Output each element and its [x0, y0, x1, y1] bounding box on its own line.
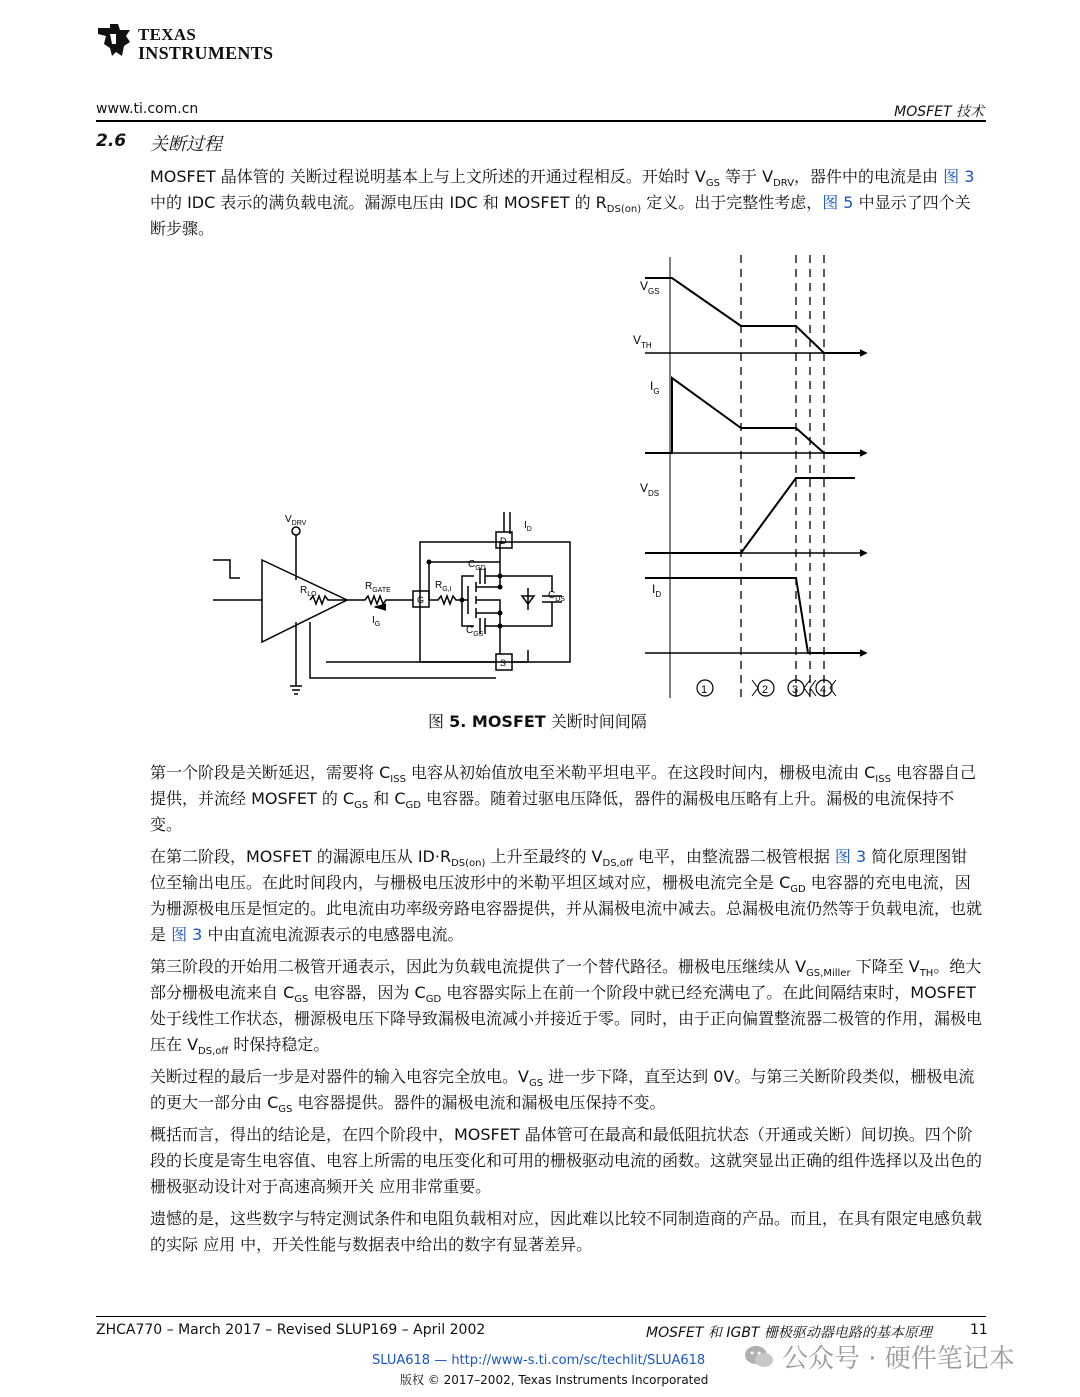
label-vgs: $V_{GS}$ [640, 279, 660, 296]
paragraph-text: 电平，由整流器二极管根据 [632, 847, 835, 866]
page-number: 11 [970, 1322, 988, 1338]
figure-caption: 图 5. MOSFET 关断时间间隔 [428, 712, 647, 731]
ti-logo-icon [96, 22, 136, 58]
paragraph-text: 在第二阶段，MOSFET 的漏源电压从 ID·R [150, 847, 452, 866]
subscript: ISS [875, 774, 891, 786]
label-rgate: $R_{GATE}$ [365, 581, 391, 594]
paragraph-text: 等于 V [719, 167, 774, 186]
brand-line-2: INSTRUMENTS [138, 43, 274, 63]
label-vth: $V_{TH}$ [633, 333, 652, 350]
label-vds: $V_{DS}$ [640, 481, 660, 498]
label-vdrv: $V_{DRV}$ [285, 514, 307, 527]
paragraph [150, 954, 982, 1058]
footer-link[interactable]: SLUA618 — http://www-s.ti.com/sc/techlit/SLUA618 [372, 1353, 706, 1368]
paragraph-text: 概括而言，得出的结论是，在四个阶段中，MOSFET 晶体管可在最高和最低阻抗状态（开通或关断）间切换。四个阶段的长度是寄生电容值、电容上所需的电压变化和可用的栅极驱动电流的函数。这就突显出正确的组件选择以及出色的栅极驱动设计对于高速高频开关 应用非常重要。 [150, 1125, 983, 1196]
paragraph-text: 中的 IDC 表示的满负载电流。漏源电压由 IDC 和 MOSFET 的 R [150, 193, 607, 212]
label-cds: $C_{DS}$ [548, 590, 565, 603]
footer-copyright: 版权 © 2017–2002, Texas Instruments Incorporated [400, 1373, 709, 1387]
figure-reference-link[interactable]: 图 3 [171, 925, 203, 944]
figure-reference-link[interactable]: 图 5 [822, 193, 854, 212]
site-url[interactable]: www.ti.com.cn [96, 101, 199, 117]
section-number: 2.6 [96, 131, 127, 151]
paragraph-text: 中由直流电流源表示的电感器电流。 [202, 925, 464, 944]
label-rgi: $R_{G,I}$ [435, 580, 452, 593]
phase-4: 4 [820, 684, 827, 696]
header-rule [96, 120, 986, 122]
phase-2: 2 [762, 684, 769, 696]
paragraph [150, 164, 982, 242]
paragraph-text: 第三阶段的开始用二极管开通表示，因此为负载电流提供了一个替代路径。栅极电压继续从 V [150, 957, 807, 976]
brand-line-1: TEXAS [138, 25, 197, 44]
paragraph-text: 上升至最终的 V [485, 847, 603, 866]
wechat-icon [744, 1344, 774, 1370]
paragraph-text: 电容器，因为 C [308, 983, 426, 1002]
subscript: GS,Miller [806, 968, 851, 980]
label-id-wave: $I_D$ [652, 582, 662, 599]
subscript: DS,off [602, 858, 633, 870]
label-ig-wave: $I_G$ [650, 379, 660, 396]
paragraph-text: 电容器提供。器件的漏极电流和漏极电压保持不变。 [292, 1093, 666, 1112]
paragraph-text: 电容器自己提供，并流经 MOSFET 的 C [150, 763, 977, 808]
label-cgs: $C_{GS}$ [466, 625, 484, 638]
subscript: ISS [390, 774, 406, 786]
subscript: DRV [773, 178, 795, 190]
paragraph [150, 1064, 982, 1116]
subscript: GD [425, 994, 442, 1006]
subscript: GS [354, 800, 369, 812]
subscript: DS(on) [606, 204, 642, 216]
label-ig-circuit: $I_G$ [372, 615, 381, 628]
paragraph-text: 电容器实际上在前一个阶段中就已经充满电了。在此间隔结束时，MOSFET 处于线性工作状态，栅源极电压下降导致漏极电流减小并接近于零。同时，由于正向偏置整流器二极管的作用，漏极电压在 V [150, 983, 983, 1054]
paragraph-text: 第一个阶段是关断延迟，需要将 C [150, 763, 391, 782]
pin-s: S [500, 658, 507, 668]
paragraph [150, 1122, 982, 1200]
paragraph [150, 760, 982, 838]
paragraph-text: 时保持稳定。 [228, 1035, 330, 1054]
subscript: GS [294, 994, 309, 1006]
phase-3: 3 [792, 684, 799, 696]
footer-title: MOSFET 和 IGBT 栅极驱动器电路的基本原理 [646, 1325, 932, 1341]
watermark: 公众号 · 硬件笔记本 [744, 1338, 1015, 1375]
paragraph-text: 简化原理图钳位至输出电压。在此时间段内，与栅极电压波形中的米勒平坦区域对应，栅极电流完全是 C [150, 847, 968, 892]
paragraph-text: 中显示了四个关断步骤。 [150, 193, 971, 238]
figure-5 [200, 250, 880, 702]
pin-d: D [500, 536, 507, 546]
subscript: GS [278, 1104, 293, 1116]
figure-reference-link[interactable]: 图 3 [943, 167, 975, 186]
paragraph-text: 电容器的充电电流，因为栅源极电压是恒定的。此电流由功率级旁路电容器提供，并从漏极电流中减去。总漏极电流仍然等于负载电流，也就是 [150, 873, 983, 944]
phase-1: 1 [701, 684, 708, 696]
paragraph-text: 电容器。随着过驱电压降低，器件的漏极电压略有上升。漏极的电流保持不变。 [150, 789, 955, 834]
paragraph [150, 1206, 982, 1258]
paragraph-text: MOSFET 晶体管的 关断过程说明基本上与上文所述的开通过程相反。开始时 V [150, 167, 706, 186]
subscript: GS [705, 178, 720, 190]
paragraph-text: 进一步下降，直至达到 0V。与第三关断阶段类似，栅极电流的更大一部分由 C [150, 1067, 975, 1112]
paragraph [150, 844, 982, 948]
paragraph-text: 。绝大部分栅极电流来自 C [150, 957, 982, 1002]
paragraph-text: 下降至 V [850, 957, 920, 976]
footer-doc-id: ZHCA770 – March 2017 – Revised SLUP169 – April 2002 [96, 1322, 486, 1338]
subscript: GS [528, 1078, 544, 1090]
label-rlo: $R_{LO}$ [300, 585, 317, 598]
subscript: TH [919, 968, 934, 980]
label-cgd: $C_{GD}$ [468, 559, 486, 572]
subscript: DS,off [198, 1046, 229, 1058]
pin-g: G [417, 595, 425, 605]
header-topic: MOSFET 技术 [894, 104, 984, 120]
paragraph-text: ，器件中的电流是由 [794, 167, 944, 186]
subscript: GD [405, 800, 421, 812]
ti-logo [96, 22, 276, 66]
paragraph-text: 电容从初始值放电至米勒平坦电平。在这段时间内，栅极电流由 C [405, 763, 876, 782]
section-title: 关断过程 [150, 134, 222, 155]
label-id-circuit: $I_D$ [524, 520, 532, 533]
footer-rule [96, 1316, 986, 1317]
subscript: DS(on) [451, 858, 486, 870]
subscript: GD [790, 884, 806, 896]
paragraph-text: 关断过程的最后一步是对器件的输入电容完全放电。V [150, 1067, 529, 1086]
paragraph-text: 遗憾的是，这些数字与特定测试条件和电阻负载相对应，因此难以比较不同制造商的产品。而且，在具有限定电感负载的实际 应用 中，开关性能与数据表中给出的数字有显著差异。 [150, 1209, 983, 1254]
paragraph-text: 定义。出于完整性考虑， [641, 193, 823, 212]
figure-reference-link[interactable]: 图 3 [834, 847, 867, 866]
paragraph-text: 和 C [368, 789, 406, 808]
